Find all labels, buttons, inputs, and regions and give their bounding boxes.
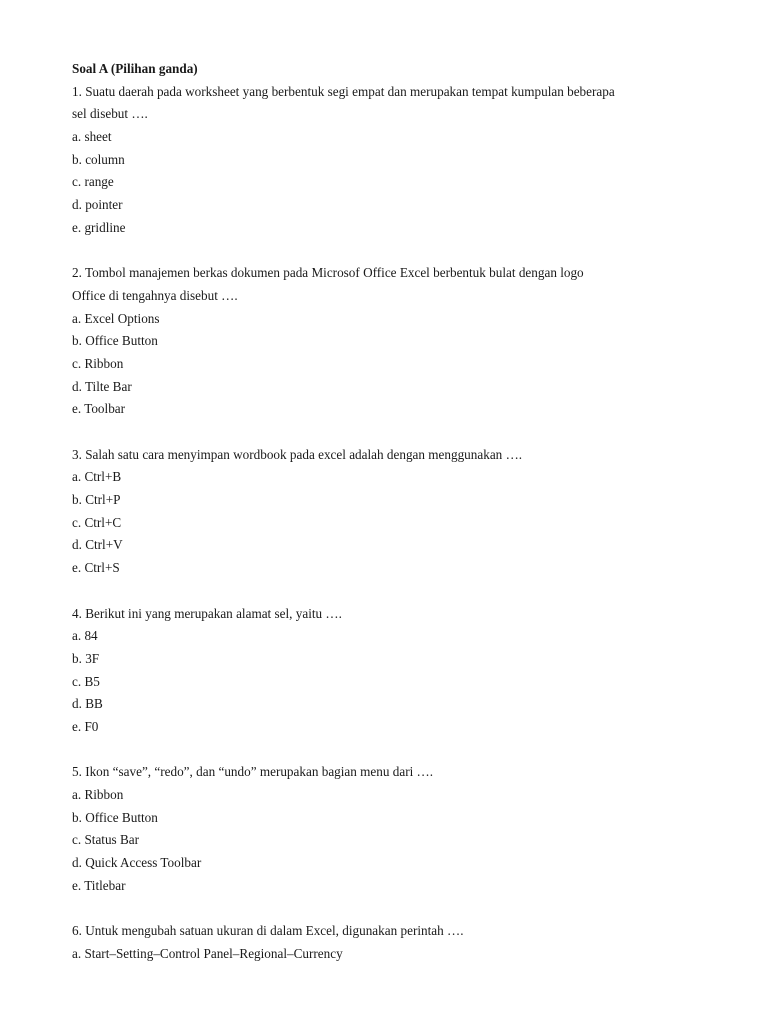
question-text: Office di tengahnya disebut ….	[72, 287, 238, 303]
question-spacer	[72, 421, 712, 444]
answer-option: a. Excel Options	[72, 310, 160, 326]
question-text: 6. Untuk mengubah satuan ukuran di dalam Excel, digunakan perintah ….	[72, 923, 464, 939]
question-spacer	[72, 240, 712, 263]
question-text: 4. Berikut ini yang merupakan alamat sel, yaitu ….	[72, 605, 342, 621]
answer-option: b. Office Button	[72, 809, 158, 825]
question-spacer	[72, 897, 712, 920]
answer-option: b. Office Button	[72, 333, 158, 349]
question-text: 5. Ikon “save”, “redo”, dan “undo” merupakan bagian menu dari ….	[72, 764, 434, 780]
question-list	[72, 81, 712, 966]
answer-option: e. gridline	[72, 219, 126, 235]
answer-option: a. Ctrl+B	[72, 469, 122, 485]
question-spacer	[72, 739, 712, 762]
answer-option: d. pointer	[72, 197, 123, 213]
question-text: 1. Suatu daerah pada worksheet yang berbentuk segi empat dan merupakan tempat kumpulan beberapa	[72, 83, 615, 99]
question-text: 2. Tombol manajemen berkas dokumen pada Microsof Office Excel berbentuk bulat dengan logo	[72, 265, 584, 281]
answer-option: e. Toolbar	[72, 401, 126, 417]
answer-option: a. Start–Setting–Control Panel–Regional–Currency	[72, 945, 343, 961]
answer-option: d. BB	[72, 696, 103, 712]
answer-option: d. Quick Access Toolbar	[72, 855, 202, 871]
answer-option: d. Ctrl+V	[72, 537, 123, 553]
question-text: 3. Salah satu cara menyimpan wordbook pada excel adalah dengan menggunakan ….	[72, 446, 523, 462]
answer-option: c. range	[72, 174, 114, 190]
answer-option: a. Ribbon	[72, 787, 124, 802]
question-spacer	[72, 580, 712, 603]
question-3	[72, 444, 712, 580]
question-6	[72, 920, 712, 965]
question-2	[72, 262, 712, 421]
answer-option: b. column	[72, 151, 125, 167]
answer-option: c. Ribbon	[72, 355, 124, 371]
question-1	[72, 81, 712, 240]
answer-option: c. Status Bar	[72, 832, 140, 848]
answer-option: c. Ctrl+C	[72, 514, 122, 530]
question-text: sel disebut ….	[72, 106, 148, 122]
question-5	[72, 761, 712, 897]
answer-option: a. 84	[72, 628, 98, 644]
question-4	[72, 603, 712, 739]
answer-option: c. B5	[72, 673, 100, 689]
section-title: Soal A (Pilihan ganda)	[72, 61, 198, 76]
answer-option: e. Ctrl+S	[72, 560, 120, 576]
document-page	[72, 58, 712, 966]
answer-option: a. sheet	[72, 129, 112, 145]
answer-option: b. Ctrl+P	[72, 492, 121, 508]
answer-option: b. 3F	[72, 650, 100, 666]
answer-option: e. F0	[72, 718, 99, 734]
answer-option: d. Tilte Bar	[72, 378, 132, 394]
answer-option: e. Titlebar	[72, 877, 126, 893]
